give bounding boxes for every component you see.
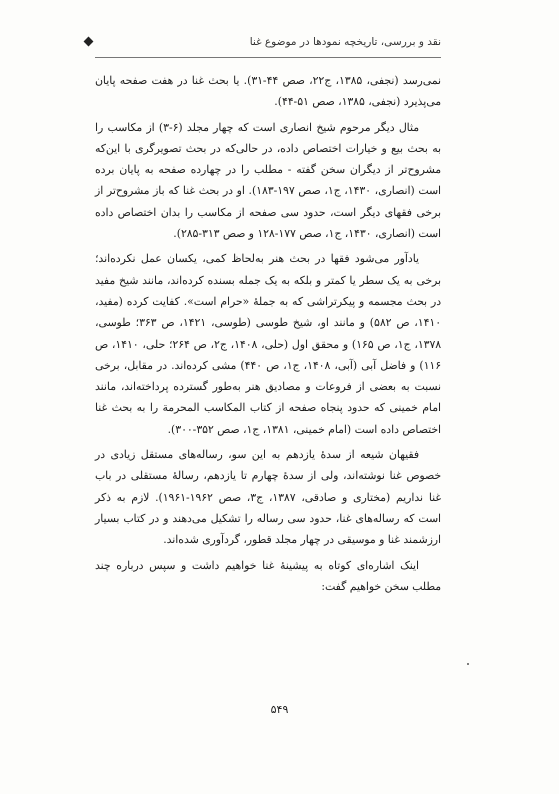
margin-dot xyxy=(467,663,469,665)
body-text xyxy=(95,70,441,601)
paragraph-3: یادآور می‌شود فقها در بحث هنر به‌لحاظ کمی، یکسان عمل نکرده‌اند؛ برخی به یک سطر یا کمتر و بلکه به یک جمله بسنده کرده‌اند، مانند شیخ مفید در بحث مجسمه و پیکرتراشی که به جملهٔ «حرام است». کفایت کرده (مفید، ۱۴۱۰، ص ۵۸۲) و مانند او، شیخ طوسی (طوسی، ۱۴۲۱، ص ۳۶۳؛ طوسی، ۱۳۷۸، ج۱، ص ۱۶۵) و محقق اول (حلی، ۱۴۰۸، ج۲، ص ۲۶۴؛ حلی، ۱۴۱۰، ص ۱۱۶) و فاضل آبی (آبی، ۱۴۰۸، ج۱، ص ۴۴۰) مشی کرده‌اند. در مقابل، برخی نسبت به بعضی از فروعات و مصادیق هنر به‌طور گسترده پرداخته‌اند، مانند امام خمینی که حدود پنجاه صفحه از کتاب المکاسب المحرمة را به بحث غنا اختصاص داده است (امام خمینی، ۱۳۸۱، ج۱، صص ۳۵۲-۳۰۰). xyxy=(95,252,442,436)
page-number: ۵۴۹ xyxy=(270,703,289,716)
header-ornament-icon xyxy=(84,37,94,47)
paragraph-4: فقیهان شیعه از سدهٔ یازدهم به این سو، رساله‌های مستقل زیادی در خصوص غنا نوشته‌اند، ولی از سدهٔ چهارم تا یازدهم، رسالهٔ مستقلی در باب غنا نداریم (مختاری و صادقی، ۱۳۸۷، ج۳، صص ۱۹۶۲-۱۹۶۱). لازم به ذکر است که رساله‌های غنا، حدود سی رساله را تشکیل می‌دهند و در کتاب بسیار ارزشمند غنا و موسیقی در چهار مجلد قطور، گردآوری شده‌اند. xyxy=(95,448,442,547)
paragraph-5: اینک اشاره‌ای کوتاه به پیشینهٔ غنا خواهیم داشت و سپس درباره چند مطلب سخن خواهیم گفت: xyxy=(95,558,441,593)
header-divider xyxy=(95,57,441,58)
running-header xyxy=(95,36,441,54)
paragraph-1: نمی‌رسد (نجفی، ۱۳۸۵، ج۲۲، صص ۴۴-۳۱). یا بحث غنا در هفت صفحه پایان می‌پذیرد (نجفی، ۱۳۸۵، صص ۵۱-۴۴). xyxy=(95,74,442,109)
paragraph-2: مثال دیگر مرحوم شیخ انصاری است که چهار مجلد (۶-۳) از مکاسب را به بحث بیع و خیارات اختصاص داده، در حالی‌که در بحث تصویرگری با این‌که مشروح‌تر از دیگران سخن گفته - مطلب را در چهارده صفحه به پایان برده است (انصاری، ۱۴۳۰، ج۱، صص ۱۹۷-۱۸۳). او در بحث غنا که باز مشروح‌تر از برخی فقهای دیگر است، حدود سی صفحه از مکاسب را بدان اختصاص داده است (انصاری، ۱۴۳۰، ج۱، صص ۱۷۷-۱۲۸ و صص ۳۱۳-۲۸۵). xyxy=(95,120,441,241)
running-header-title: نقد و بررسی، تاریخچه نمودها در موضوع غنا xyxy=(249,36,441,48)
